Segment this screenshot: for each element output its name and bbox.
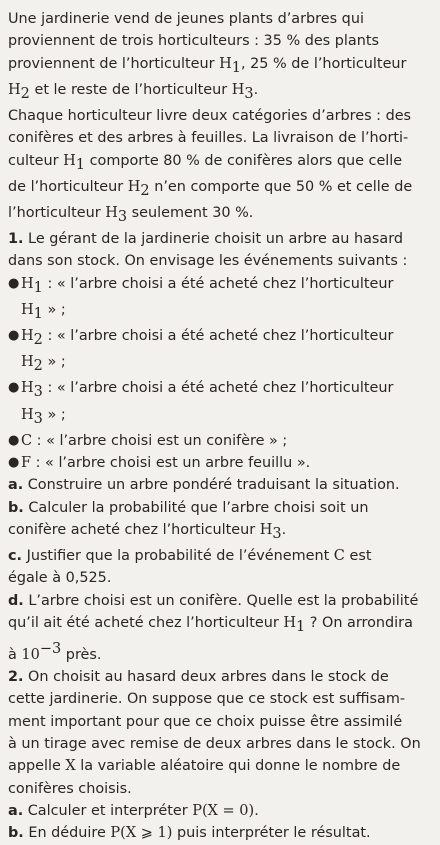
intro-paragraph: Une jardinerie vend de jeunes plants d’arbres qui proviennent de trois horticulteurs : 35 % des plants proviennent de l’horticulteur $H_1$, 25 % de l’horticulteur $H_2$ et le reste de l’horticulteur $H_3$.: [8, 11, 407, 102]
delivery-paragraph: Chaque horticulteur livre deux catégories d’arbres : des conifères et des arbres à feuilles. La livraison de l’horti- culteur $H_1$ comporte 80 % de conifères alors que celle de l’horticulteur $H_2$ n’en comporte que 50 % et celle de l’horticulteur $H_3$ seulement 30 %.: [8, 107, 413, 225]
question-2: 2. On choisit au hasard deux arbres dans le stock de cette jardinerie. On suppose que ce stock est suffisam- ment important pour que ce choix puisse être assimilé à un tirage avec remise de deux arbres dans le stock. On appelle X la variable aléatoire qui donne le nombre de conifères choisis.: [8, 669, 421, 797]
bullet-icon: ●: [8, 275, 20, 291]
event-f: ● F : « l’arbre choisi est un arbre feuillu ».: [8, 452, 434, 474]
question-1: 1. Le gérant de la jardinerie choisit un arbre au hasard dans son stock. On envisage les événements suivants :: [8, 231, 408, 270]
bullet-icon: ●: [8, 327, 20, 343]
question-label: a.: [8, 802, 24, 819]
formula: P(X ⩾ 1): [110, 825, 173, 842]
question-1a: a. Construire un arbre pondéré traduisant la situation.: [8, 477, 400, 494]
bullet-icon: ●: [8, 454, 20, 470]
question-1b: b. Calculer la probabilité que l’arbre choisi soit un conifère acheté chez l’horticulteur $H_3$.: [8, 499, 369, 542]
event-c: ● C : « l’arbre choisi est un conifère » ;: [8, 430, 434, 452]
formula: P(X = 0): [192, 802, 255, 819]
event-h3: ● $H_3$ : « l’arbre choisi a été acheté chez l’horticulteur $H_3$ » ;: [8, 377, 434, 429]
question-label: c.: [8, 548, 22, 565]
bullet-icon: ●: [8, 432, 20, 448]
question-2b: b. En déduire P(X ⩾ 1) puis interpréter le résultat.: [8, 825, 371, 842]
question-label: a.: [8, 477, 24, 494]
question-1c: c. Justifier que la probabilité de l’événement C est égale à 0,525.: [8, 548, 372, 587]
bullet-icon: ●: [8, 380, 20, 396]
question-label: d.: [8, 592, 24, 609]
event-h1: ● $H_1$ : « l’arbre choisi a été acheté chez l’horticulteur $H_1$ » ;: [8, 273, 434, 325]
question-2a: a. Calculer et interpréter P(X = 0).: [8, 802, 259, 819]
question-1d: d. L’arbre choisi est un conifère. Quelle est la probabilité qu’il ait été acheté chez l’horticulteur $H_1$ ? On arrondira à $10^{-3}$ près.: [8, 592, 419, 663]
question-label: b.: [8, 825, 24, 842]
event-h2: ● $H_2$ : « l’arbre choisi a été acheté chez l’horticulteur $H_2$ » ;: [8, 325, 434, 377]
question-number: 2.: [8, 669, 24, 686]
question-number: 1.: [8, 231, 24, 248]
question-label: b.: [8, 499, 24, 516]
